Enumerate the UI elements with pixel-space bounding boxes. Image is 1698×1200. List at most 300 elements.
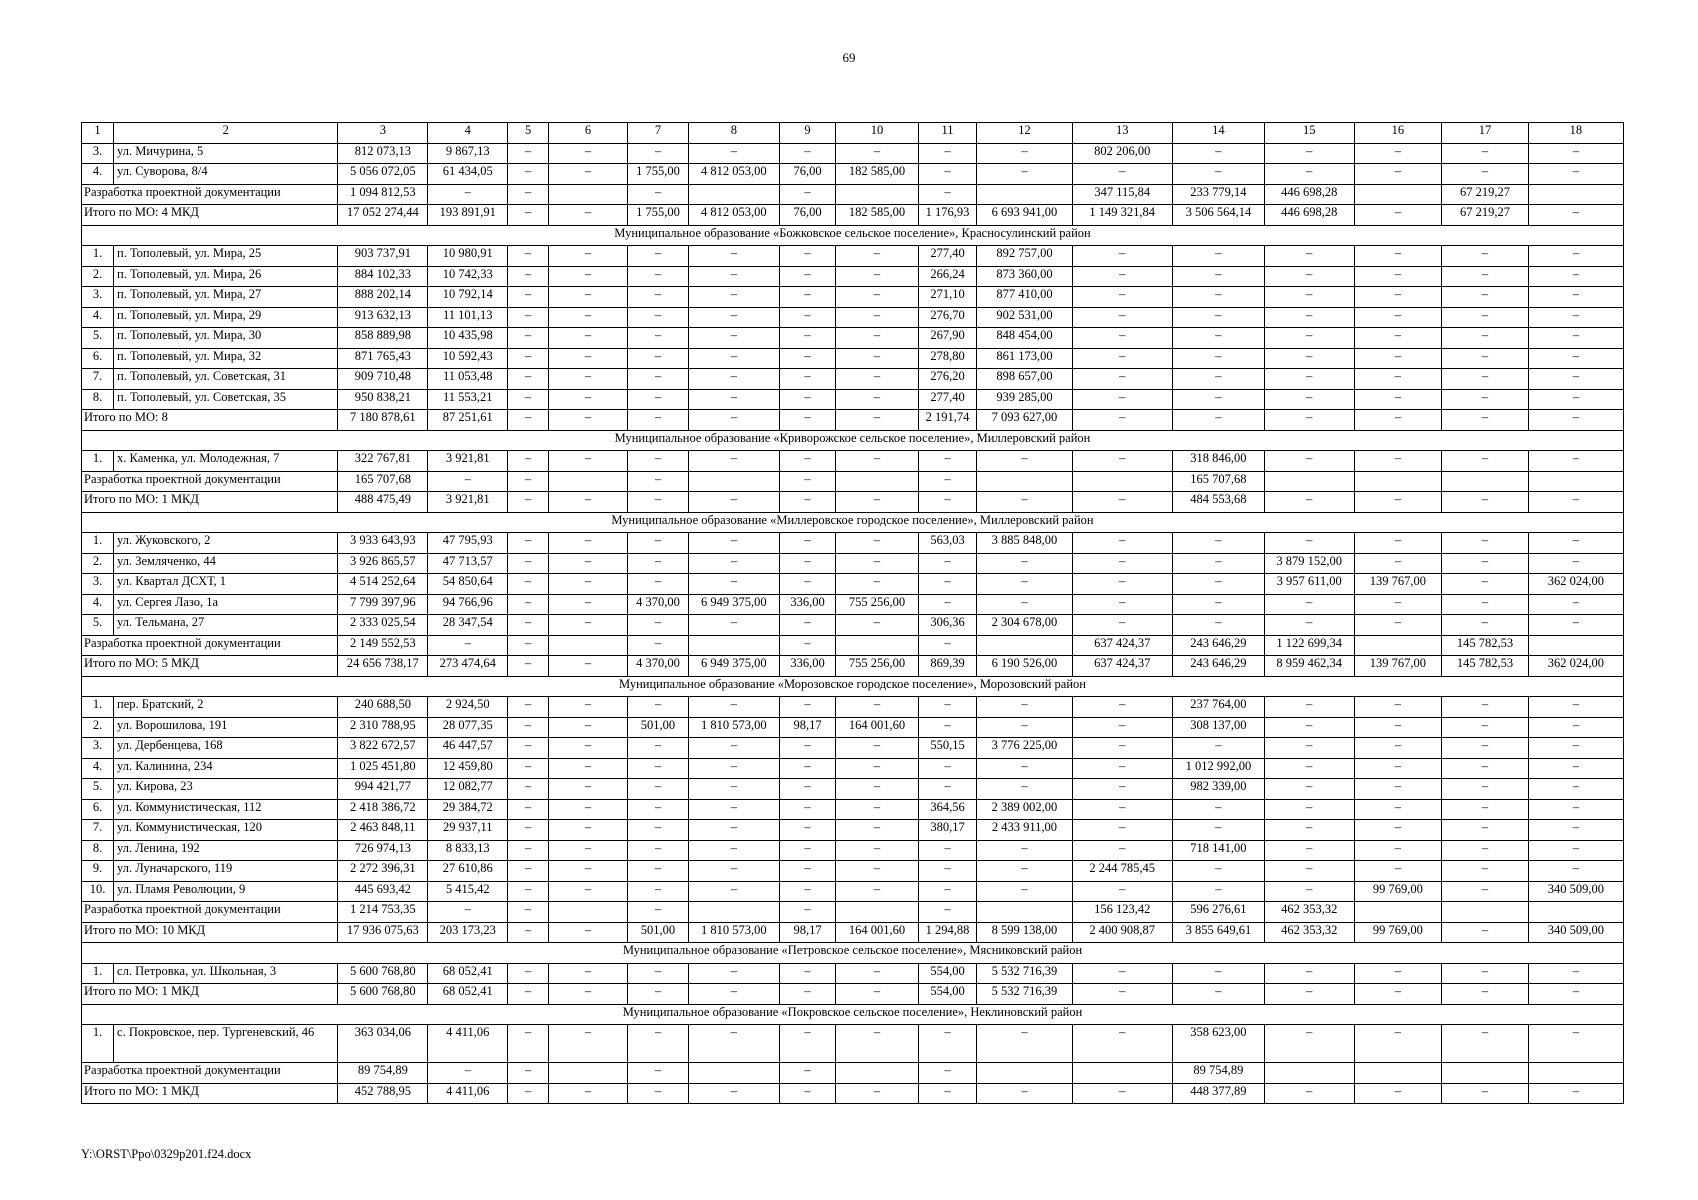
table-cell [1354, 1063, 1442, 1084]
table-cell: – [1442, 451, 1529, 472]
table-cell: 68 052,41 [428, 984, 508, 1005]
table-cell [688, 902, 779, 923]
table-cell: – [836, 779, 918, 800]
header-cell: 17 [1442, 123, 1529, 144]
table-cell: – [688, 574, 779, 595]
table-cell: 877 410,00 [977, 287, 1072, 308]
header-cell: 5 [508, 123, 549, 144]
table-cell: – [428, 635, 508, 656]
table-cell: – [836, 758, 918, 779]
table-cell: 28 077,35 [428, 717, 508, 738]
table-cell: 89 754,89 [338, 1063, 428, 1084]
table-cell: – [918, 492, 977, 513]
table-cell: – [1442, 697, 1529, 718]
table-cell: – [548, 553, 627, 574]
table-cell: – [1442, 758, 1529, 779]
table-cell: – [1072, 492, 1172, 513]
table-cell: 2 304 678,00 [977, 615, 1072, 636]
table-cell: – [508, 533, 549, 554]
table-cell: – [1354, 553, 1442, 574]
table-cell: 869,39 [918, 656, 977, 677]
table-cell: 182 585,00 [836, 205, 918, 226]
table-cell: – [918, 1063, 977, 1084]
table-cell [688, 471, 779, 492]
table-cell: 67 219,27 [1442, 205, 1529, 226]
table-cell: – [508, 246, 549, 267]
table-cell: – [688, 758, 779, 779]
table-cell: – [508, 594, 549, 615]
table-cell: 47 713,57 [428, 553, 508, 574]
table-cell: – [688, 697, 779, 718]
table-cell: – [918, 184, 977, 205]
address-cell: п. Тополевый, ул. Советская, 35 [114, 389, 338, 410]
address-cell: сл. Петровка, ул. Школьная, 3 [114, 963, 338, 984]
table-cell: – [508, 266, 549, 287]
table-cell: 24 656 738,17 [338, 656, 428, 677]
table-cell: – [508, 369, 549, 390]
table-cell: 276,20 [918, 369, 977, 390]
table-row [82, 697, 1624, 718]
header-cell: 15 [1264, 123, 1354, 144]
header-cell: 6 [548, 123, 627, 144]
table-cell: – [1528, 779, 1623, 800]
table-cell: – [1264, 615, 1354, 636]
table-cell: – [1354, 533, 1442, 554]
table-cell: – [836, 348, 918, 369]
table-cell: – [1442, 553, 1529, 574]
table-cell: – [1442, 861, 1529, 882]
table-cell: – [836, 738, 918, 759]
header-cell: 13 [1072, 123, 1172, 144]
address-cell: ул. Жуковского, 2 [114, 533, 338, 554]
table-row [82, 861, 1624, 882]
table-cell: – [508, 758, 549, 779]
table-cell: 243 646,29 [1172, 656, 1264, 677]
total-row [82, 635, 1624, 656]
table-cell: – [1264, 410, 1354, 431]
table-cell: – [628, 287, 689, 308]
table-cell: – [1354, 410, 1442, 431]
table-cell: – [1172, 799, 1264, 820]
address-cell: п. Тополевый, ул. Советская, 31 [114, 369, 338, 390]
table-cell: 203 173,23 [428, 922, 508, 943]
table-cell: – [508, 779, 549, 800]
table-cell: 1 755,00 [628, 164, 689, 185]
table-cell: 554,00 [918, 984, 977, 1005]
row-label: Итого по МО: 8 [82, 410, 338, 431]
table-cell: – [508, 143, 549, 164]
table-cell: – [1172, 594, 1264, 615]
table-cell: – [628, 799, 689, 820]
table-cell: – [508, 307, 549, 328]
table-cell: – [1528, 328, 1623, 349]
table-cell: – [836, 553, 918, 574]
table-cell: 1 122 699,34 [1264, 635, 1354, 656]
table-cell: – [836, 1083, 918, 1104]
table-cell: – [779, 451, 836, 472]
table-cell [548, 184, 627, 205]
table-cell: – [1442, 328, 1529, 349]
table-row [82, 533, 1624, 554]
table-cell: 884 102,33 [338, 266, 428, 287]
header-cell: 10 [836, 123, 918, 144]
table-cell: – [508, 471, 549, 492]
table-cell: 193 891,91 [428, 205, 508, 226]
table-cell: 3 822 672,57 [338, 738, 428, 759]
table-cell: – [1264, 738, 1354, 759]
table-cell: 4 370,00 [628, 656, 689, 677]
table-cell: 99 769,00 [1354, 922, 1442, 943]
table-cell: 939 285,00 [977, 389, 1072, 410]
table-cell: 27 610,86 [428, 861, 508, 882]
table-cell: – [548, 348, 627, 369]
table-cell: 446 698,28 [1264, 205, 1354, 226]
table-cell: 362 024,00 [1528, 656, 1623, 677]
total-row [82, 984, 1624, 1005]
table-cell: – [688, 963, 779, 984]
table-cell: – [1442, 1025, 1529, 1063]
table-cell: 2 149 552,53 [338, 635, 428, 656]
table-row [82, 594, 1624, 615]
table-cell: – [977, 779, 1072, 800]
table-cell: – [779, 1063, 836, 1084]
table-cell: 3 855 649,61 [1172, 922, 1264, 943]
table-cell: 11 553,21 [428, 389, 508, 410]
table-cell: – [1264, 881, 1354, 902]
table-cell: – [548, 922, 627, 943]
table-cell: – [1172, 143, 1264, 164]
table-cell: – [1354, 1025, 1442, 1063]
table-cell: – [548, 307, 627, 328]
table-cell: – [628, 902, 689, 923]
table-cell: 98,17 [779, 922, 836, 943]
table-cell: 5 600 768,80 [338, 963, 428, 984]
table-cell: – [1528, 738, 1623, 759]
table-cell [1264, 471, 1354, 492]
table-cell: 2 272 396,31 [338, 861, 428, 882]
table-row [82, 328, 1624, 349]
table-cell: 488 475,49 [338, 492, 428, 513]
table-cell: – [1264, 594, 1354, 615]
address-cell: ул. Калинина, 234 [114, 758, 338, 779]
row-label: Разработка проектной документации [82, 902, 338, 923]
table-cell: 277,40 [918, 389, 977, 410]
table-cell: – [1072, 615, 1172, 636]
table-cell: 501,00 [628, 717, 689, 738]
table-cell: – [1442, 574, 1529, 595]
table-cell: – [1172, 307, 1264, 328]
table-cell: – [1264, 779, 1354, 800]
address-cell: ул. Дербенцева, 168 [114, 738, 338, 759]
table-cell: 802 206,00 [1072, 143, 1172, 164]
table-cell: 29 937,11 [428, 820, 508, 841]
table-cell: – [1442, 164, 1529, 185]
table-cell: – [779, 389, 836, 410]
table-cell: 462 353,32 [1264, 922, 1354, 943]
table-cell: – [508, 902, 549, 923]
table-cell: – [508, 164, 549, 185]
table-cell: – [1264, 369, 1354, 390]
row-number: 5. [82, 615, 114, 636]
table-cell: 322 767,81 [338, 451, 428, 472]
table-cell: 2 924,50 [428, 697, 508, 718]
table-cell [1072, 1063, 1172, 1084]
table-cell [836, 471, 918, 492]
table-cell: 46 447,57 [428, 738, 508, 759]
table-cell: 29 384,72 [428, 799, 508, 820]
table-cell: – [1528, 984, 1623, 1005]
total-row [82, 471, 1624, 492]
row-number: 1. [82, 246, 114, 267]
header-cell: 3 [338, 123, 428, 144]
table-cell: – [1442, 492, 1529, 513]
table-cell: 165 707,68 [338, 471, 428, 492]
table-cell: – [1528, 205, 1623, 226]
table-cell: 888 202,14 [338, 287, 428, 308]
table-cell: – [1264, 861, 1354, 882]
table-cell: – [548, 861, 627, 882]
table-cell: – [1528, 840, 1623, 861]
table-cell: – [779, 902, 836, 923]
table-cell: – [688, 1025, 779, 1063]
table-cell: – [628, 369, 689, 390]
table-cell: – [836, 963, 918, 984]
table-cell: – [548, 287, 627, 308]
table-cell: – [508, 717, 549, 738]
table-cell: 913 632,13 [338, 307, 428, 328]
row-number: 6. [82, 799, 114, 820]
header-cell: 2 [114, 123, 338, 144]
table-cell: – [1072, 820, 1172, 841]
section-title: Муниципальное образование «Миллеровское городское поселение», Миллеровский район [82, 512, 1624, 533]
table-cell: – [548, 758, 627, 779]
address-cell: ул. Тельмана, 27 [114, 615, 338, 636]
table-cell: 165 707,68 [1172, 471, 1264, 492]
table-cell [1072, 471, 1172, 492]
table-cell [836, 1063, 918, 1084]
table-cell: – [977, 164, 1072, 185]
table-cell: 243 646,29 [1172, 635, 1264, 656]
table-cell: 139 767,00 [1354, 656, 1442, 677]
table-cell: 462 353,32 [1264, 902, 1354, 923]
table-cell: – [1072, 799, 1172, 820]
table-row [82, 881, 1624, 902]
table-cell: – [1354, 861, 1442, 882]
table-cell: 1 294,88 [918, 922, 977, 943]
row-number: 2. [82, 717, 114, 738]
table-cell: 273 474,64 [428, 656, 508, 677]
table-cell: – [779, 697, 836, 718]
table-cell: – [1528, 615, 1623, 636]
table-cell: – [1072, 881, 1172, 902]
table-cell: – [1442, 1083, 1529, 1104]
row-number: 7. [82, 820, 114, 841]
table-cell: 5 056 072,05 [338, 164, 428, 185]
table-cell: 139 767,00 [1354, 574, 1442, 595]
address-cell: ул. Пламя Революции, 9 [114, 881, 338, 902]
table-cell: 1 810 573,00 [688, 922, 779, 943]
total-row [82, 1063, 1624, 1084]
table-cell: – [1354, 717, 1442, 738]
table-cell: 340 509,00 [1528, 922, 1623, 943]
table-cell: 6 693 941,00 [977, 205, 1072, 226]
table-cell: – [548, 963, 627, 984]
table-cell: 902 531,00 [977, 307, 1072, 328]
table-row [82, 615, 1624, 636]
table-cell: – [1264, 307, 1354, 328]
table-cell: – [688, 533, 779, 554]
table-cell: – [918, 164, 977, 185]
table-cell: – [1354, 840, 1442, 861]
table-cell: – [977, 1083, 1072, 1104]
table-cell: 276,70 [918, 307, 977, 328]
table-cell: – [548, 738, 627, 759]
table-cell [1354, 902, 1442, 923]
table-cell: 362 024,00 [1528, 574, 1623, 595]
address-cell: ул. Ворошилова, 191 [114, 717, 338, 738]
table-row [82, 779, 1624, 800]
table-cell: – [1354, 307, 1442, 328]
row-number: 3. [82, 738, 114, 759]
table-cell: – [688, 492, 779, 513]
table-cell: – [508, 287, 549, 308]
address-cell: ул. Квартал ДСХТ, 1 [114, 574, 338, 595]
table-cell: – [1442, 246, 1529, 267]
table-cell: – [836, 861, 918, 882]
table-cell: – [1354, 348, 1442, 369]
table-cell: – [779, 328, 836, 349]
table-cell: – [688, 451, 779, 472]
table-cell: – [918, 635, 977, 656]
table-cell: – [508, 328, 549, 349]
header-cell: 18 [1528, 123, 1623, 144]
table-cell: – [628, 881, 689, 902]
table-cell [836, 635, 918, 656]
table-cell: – [779, 820, 836, 841]
total-row [82, 492, 1624, 513]
table-cell: 4 514 252,64 [338, 574, 428, 595]
table-cell: 2 463 848,11 [338, 820, 428, 841]
table-cell: 2 433 911,00 [977, 820, 1072, 841]
table-cell: – [1264, 1025, 1354, 1063]
table-cell: – [1264, 717, 1354, 738]
table-cell: 358 623,00 [1172, 1025, 1264, 1063]
table-cell: – [1354, 389, 1442, 410]
table-cell: 145 782,53 [1442, 656, 1529, 677]
table-cell: – [1264, 984, 1354, 1005]
table-cell: – [977, 840, 1072, 861]
table-cell: 2 310 788,95 [338, 717, 428, 738]
table-cell: – [836, 307, 918, 328]
table-cell: – [1528, 799, 1623, 820]
row-number: 3. [82, 287, 114, 308]
table-cell: 3 921,81 [428, 492, 508, 513]
table-cell: – [836, 492, 918, 513]
table-cell: – [1264, 533, 1354, 554]
row-number: 4. [82, 594, 114, 615]
table-row [82, 348, 1624, 369]
table-cell: 363 034,06 [338, 1025, 428, 1063]
table-cell: – [779, 779, 836, 800]
table-cell: – [548, 164, 627, 185]
table-cell: 6 190 526,00 [977, 656, 1072, 677]
table-cell: – [1264, 287, 1354, 308]
table-cell: – [1072, 451, 1172, 472]
table-cell: – [1354, 594, 1442, 615]
table-cell: 861 173,00 [977, 348, 1072, 369]
table-cell: – [1442, 307, 1529, 328]
table-cell: – [628, 635, 689, 656]
row-number: 4. [82, 758, 114, 779]
table-cell: 182 585,00 [836, 164, 918, 185]
table-cell: 812 073,13 [338, 143, 428, 164]
table-cell: – [1264, 799, 1354, 820]
table-cell: – [918, 758, 977, 779]
table-cell [1528, 902, 1623, 923]
header-cell: 8 [688, 123, 779, 144]
table-cell: – [628, 574, 689, 595]
table-cell: – [548, 594, 627, 615]
table-cell: – [918, 451, 977, 472]
table-cell: – [836, 984, 918, 1005]
table-cell: – [688, 328, 779, 349]
table-cell: – [508, 410, 549, 431]
table-cell: – [548, 574, 627, 595]
table-cell: 484 553,68 [1172, 492, 1264, 513]
table-cell: 11 053,48 [428, 369, 508, 390]
table-cell: 726 974,13 [338, 840, 428, 861]
table-cell: – [548, 984, 627, 1005]
table-cell: – [1354, 758, 1442, 779]
table-cell: 164 001,60 [836, 922, 918, 943]
table-cell: – [628, 307, 689, 328]
table-cell: – [1354, 697, 1442, 718]
table-cell: – [688, 246, 779, 267]
table-cell: 267,90 [918, 328, 977, 349]
table-cell: – [1172, 881, 1264, 902]
table-cell: 3 933 643,93 [338, 533, 428, 554]
table-row [82, 799, 1624, 820]
table-row [82, 820, 1624, 841]
table-cell: – [1172, 246, 1264, 267]
table-cell: – [977, 574, 1072, 595]
table-cell: – [508, 840, 549, 861]
table-cell: 3 506 564,14 [1172, 205, 1264, 226]
table-cell: – [1264, 246, 1354, 267]
table-cell: – [1072, 574, 1172, 595]
table-cell: – [1528, 287, 1623, 308]
table-cell: – [918, 574, 977, 595]
table-cell: – [1072, 287, 1172, 308]
table-cell: 1 149 321,84 [1072, 205, 1172, 226]
table-cell: – [977, 143, 1072, 164]
table-cell: – [628, 1063, 689, 1084]
table-cell: – [1072, 389, 1172, 410]
table-cell: – [836, 389, 918, 410]
table-cell: – [1072, 328, 1172, 349]
table-cell: – [508, 574, 549, 595]
table-cell: 12 459,80 [428, 758, 508, 779]
table-cell: 2 333 025,54 [338, 615, 428, 636]
table-cell: – [1528, 492, 1623, 513]
total-row [82, 184, 1624, 205]
table-cell: – [779, 881, 836, 902]
table-cell: – [1528, 717, 1623, 738]
table-cell: – [1442, 717, 1529, 738]
table-cell: – [548, 328, 627, 349]
table-cell: 858 889,98 [338, 328, 428, 349]
table-cell: 17 052 274,44 [338, 205, 428, 226]
